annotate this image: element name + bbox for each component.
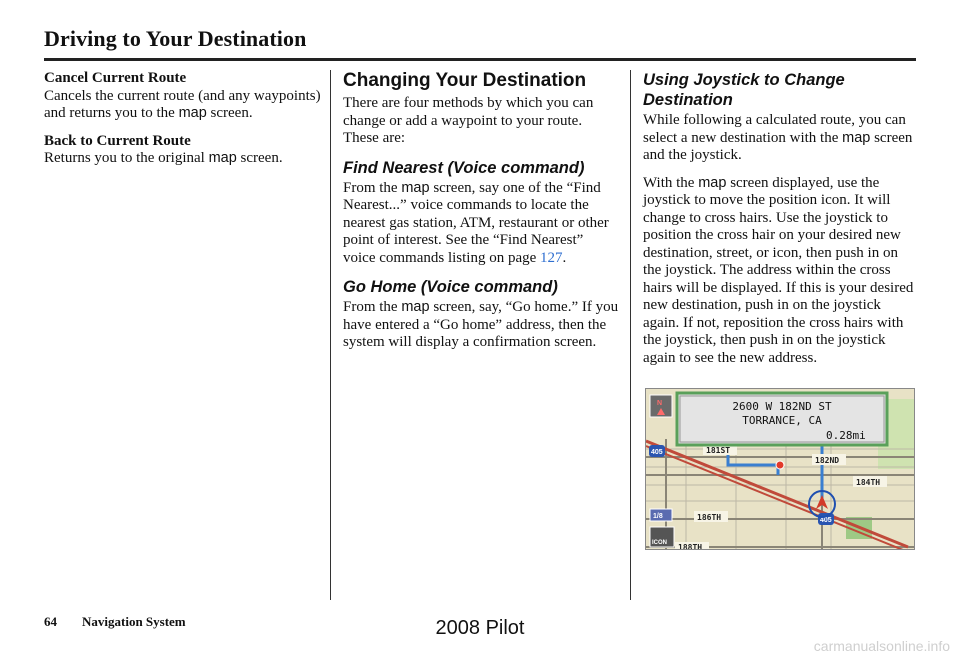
column-middle [343, 70, 619, 352]
popup-address-line1: 2600 W 182ND ST [732, 400, 832, 413]
cancel-route-text: Cancels the current route (and any waypoints) and returns you to the map screen. [44, 87, 321, 121]
back-route-heading: Back to Current Route [44, 132, 191, 149]
column-left [44, 70, 324, 168]
map-scale-label: 1/8 [653, 513, 663, 520]
street-label-182: 182ND [815, 456, 840, 465]
freeway-shield-label: 405 [651, 449, 663, 456]
column-divider [630, 70, 631, 600]
site-watermark: carmanualsonline.info [813, 638, 950, 654]
go-home-text: From the map screen, say, “Go home.” If you have entered a “Go home” address, then the system will display a confirmation screen. [343, 299, 619, 350]
find-nearest-text: From the map screen, say one of the “Find Nearest...” voice commands to locate the nearest gas station, ATM, restaurant or other point of interest. See the “Find Nearest” voice commands listing on page 127. [343, 179, 609, 266]
page-title: Driving to Your Destination [44, 26, 307, 51]
changing-destination-intro: There are four methods by which you can change or add a waypoint to your route. These are: [343, 95, 594, 146]
popup-address-line2: TORRANCE, CA [742, 414, 822, 427]
cancel-route-heading: Cancel Current Route [44, 70, 187, 86]
street-label-184: 184TH [856, 478, 881, 487]
column-divider [330, 70, 331, 600]
go-home-heading: Go Home (Voice command) [343, 278, 558, 296]
joystick-text-1: While following a calculated route, you can select a new destination with the map screen and the joystick. [643, 112, 913, 163]
page-number: 64 [44, 614, 57, 629]
north-up-label: N [657, 400, 663, 407]
changing-destination-heading: Changing Your Destination [343, 70, 587, 91]
title-rule [44, 58, 916, 61]
street-label-186: 186TH [697, 513, 722, 522]
joystick-text-2: With the map screen displayed, use the joystick to move the position icon. It will change to cross hairs. Use the joystick to position the cross hair on your desired new destination, street, or icon, then push in on the joystick. The address within the cross hairs will be displayed. If this is your desired new destination, push in on the joystick again. If not, reposition the cross hairs with the joystick, then push in on the joystick again to see the new address. [643, 174, 914, 366]
icon-button-label: ICON [652, 540, 667, 546]
navigation-map-screenshot [645, 388, 915, 550]
back-route-text: Returns you to the original map screen. [44, 150, 283, 166]
popup-distance: 0.28mi [826, 429, 866, 442]
page-link-127[interactable]: 127 [540, 249, 563, 266]
footer-section-name: Navigation System [82, 614, 186, 629]
find-nearest-heading: Find Nearest (Voice command) [343, 158, 585, 177]
joystick-heading: Using Joystick to Change Destination [643, 71, 845, 109]
model-watermark: 2008 Pilot [435, 617, 525, 639]
street-label-181: 181ST [706, 446, 731, 455]
column-right [643, 70, 919, 367]
freeway-shield-label: 405 [820, 517, 832, 524]
street-label-188: 188TH [678, 543, 703, 550]
